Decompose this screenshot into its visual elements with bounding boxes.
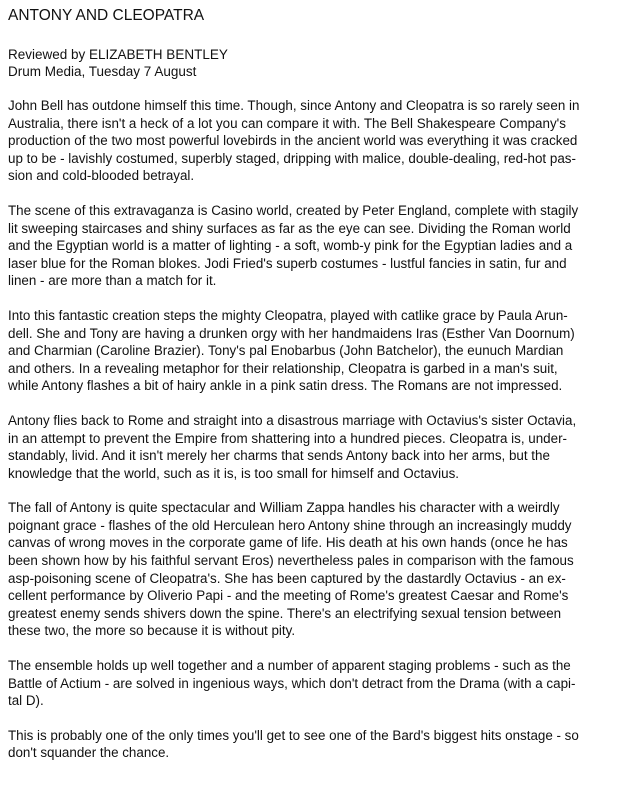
text-line: been shown how by his faithful servant Eros) nevertheless pales in comparison with the famous bbox=[8, 553, 574, 569]
text-line: John Bell has outdone himself this time. Though, since Antony and Cleopatra is so rarely seen in bbox=[8, 98, 580, 113]
text-line: Battle of Actium - are solved in ingenious ways, which don't detract from the Drama (with a capi- bbox=[8, 675, 576, 691]
text-line: while Antony flashes a bit of hairy ankle in a pink satin dress. The Romans are not impressed. bbox=[8, 378, 563, 394]
text-line: dell. She and Tony are having a drunken orgy with her handmaidens Iras (Esther Van Doornum) bbox=[8, 325, 575, 341]
text-line: lit sweeping staircases and shiny surfaces as far as the eye can see. Dividing the Roman world bbox=[8, 220, 571, 236]
text-line: tal D). bbox=[8, 693, 44, 709]
paragraph bbox=[8, 412, 612, 482]
text-line: The scene of this extravaganza is Casino world, created by Peter England, complete with stagily bbox=[8, 202, 579, 218]
paragraph bbox=[8, 307, 612, 395]
text-line: The fall of Antony is quite spectacular and William Zappa handles his character with a weirdly bbox=[8, 500, 560, 516]
paragraph bbox=[8, 97, 612, 185]
text-line: Into this fantastic creation steps the mighty Cleopatra, played with catlike grace by Paula Arun- bbox=[8, 307, 568, 323]
text-line: and others. In a revealing metaphor for their relationship, Cleopatra is garbed in a man's suit, bbox=[8, 360, 558, 376]
text-line: canvas of wrong moves in the corporate game of life. His death at his own hands (once he has bbox=[8, 535, 568, 551]
text-line: in an attempt to prevent the Empire from shattering into a hundred pieces. Cleopatra is, under- bbox=[8, 430, 567, 446]
text-line: cellent performance by Oliverio Papi - and the meeting of Rome's greatest Caesar and Rome's bbox=[8, 588, 569, 604]
byline bbox=[8, 46, 612, 80]
text-line: greatest enemy sends shivers down the spine. There's an electrifying sexual tension between bbox=[8, 605, 562, 621]
paragraph bbox=[8, 202, 612, 290]
text-line: up to be - lavishly costumed, superbly staged, dripping with malice, double-dealing, red-hot pas- bbox=[8, 150, 576, 166]
text-line: linen - are more than a match for it. bbox=[8, 273, 217, 289]
text-line: standably, livid. And it isn't merely her charms that sends Antony back into her arms, but the bbox=[8, 448, 550, 464]
text-line: Australia, there isn't a heck of a lot you can compare it with. The Bell Shakespeare Company's bbox=[8, 115, 566, 131]
article-body bbox=[8, 97, 612, 762]
text-line: and the Egyptian world is a matter of lighting - a soft, womb-y pink for the Egyptian ladies and a bbox=[8, 238, 573, 254]
text-line: The ensemble holds up well together and a number of apparent staging problems - such as the bbox=[8, 658, 571, 674]
paragraph bbox=[8, 657, 612, 710]
text-line: don't squander the chance. bbox=[8, 745, 170, 761]
text-line: Antony flies back to Rome and straight into a disastrous marriage with Octavius's sister Octavia, bbox=[8, 412, 577, 428]
text-line: poignant grace - flashes of the old Herculean hero Antony shine through an increasingly muddy bbox=[8, 517, 572, 533]
text-line: sion and cold-blooded betrayal. bbox=[8, 168, 195, 184]
text-line: laser blue for the Roman blokes. Jodi Fried's superb costumes - lustful fancies in satin, fur and bbox=[8, 255, 567, 271]
paragraph bbox=[8, 499, 612, 640]
paragraph bbox=[8, 727, 612, 762]
text-line: production of the two most powerful lovebirds in the ancient world was everything it was cracked bbox=[8, 133, 578, 149]
publication-line: Drum Media, Tuesday 7 August bbox=[8, 64, 197, 79]
text-line: asp-poisoning scene of Cleopatra's. She has been captured by the dastardly Octavius - an ex- bbox=[8, 570, 566, 586]
text-line: knowledge that the world, such as it is, is too small for himself and Octavius. bbox=[8, 465, 460, 481]
text-line: these two, the more so because it is without pity. bbox=[8, 623, 296, 639]
text-line: This is probably one of the only times you'll get to see one of the Bard's biggest hits onstage - so bbox=[8, 727, 579, 743]
text-line: and Charmian (Caroline Brazier). Tony's pal Enobarbus (John Batchelor), the eunuch Mardian bbox=[8, 343, 564, 359]
page-title: ANTONY AND CLEOPATRA bbox=[8, 7, 205, 24]
reviewer-line: Reviewed by ELIZABETH BENTLEY bbox=[8, 47, 228, 62]
review-page bbox=[8, 6, 612, 779]
